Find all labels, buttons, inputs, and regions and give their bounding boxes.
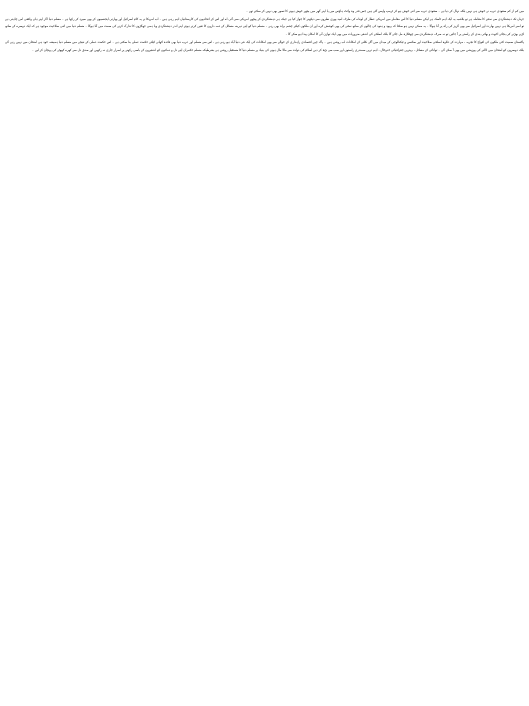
article-paragraph-1: میں کم از کم سعودی عرب نے خوش ہی نہیں بلکہ نہال کر دیا ہے ۔ سعودی عرب سے اتنے خوش ہو کر ٹرمپ واپس گئے ہیں جس قدر وہ وائٹ ہاؤس میں یا اپنے گھر میں بیٹھے خوش ہونے کا تصور بھی نہیں کر سکتے تھے ۔ <box>246 9 524 13</box>
article-paragraph-3: پاکستان سمیت کئی ملکوں کی افواج کا تجربہ ، مہارت کے علاوہ اسلحی صلاحیت اور سائنس و ٹیکنالوجی کے میدان میں آگے نکلنے کے امکانات اب روشن ہیں ۔ پاک چین اقتصادی راہداری کے حوالے سے بھی امکانات کی ایک نئی دنیا آباد ہو رہی ہے ، اس سے مسلم اور عرب دنیا بھی فائدہ اٹھانے کیلئے حکمت عملی بنا سکتی ہے ۔ اس حکمت عملی کے نتیجے میں مسلم دنیا ہمیشہ خود ہی امتحان میں نہیں رہے گی بلکہ دوسروں کو امتحان میں ڈالنے کی پوزیشن میں بھی آ سکے گی ۔ توانائی کے مسائل ، بہترین جغرافیائی خدوخال ، اہم ترین سمندری راستوں اور سب سے بڑھ کر دین اسلام کی دولت سے مالا مال ہونے کی بنیاد پر مسلم دنیا کا مستقبل روشن ہے بشرطیکہ مسلم حکمران اپنے دل و دماغوں کو اندھیروں کے باسی رکھنے پر اصرار جاری نہ رکھیں اور صدق دل سے کھرے کھوٹے کی پہچان کر لیں ۔ <box>5 39 524 52</box>
article-paragraph-2: جہاں تک دہشتگردی سے نمٹنے کا معاملہ ہے تو بلاشبہ یہ ایک اہم ٹاسک ہے لیکن مسلم دنیا کا اس معاملے میں امریکی عطار کے لونڈے کی طرف امید بھری نظروں سے دیکھنے کا جواز کیا ہے جبکہ ہر دہشتگردی کے پیچھے امریکی سی آئی اے اور اس کے اتحادیوں کی کارستانیاں اہم رہی ہیں ۔ اب امریکا نے یہ کام اسرائیل اور بھارتی ایجنسیوں کے بھی سپرد کر رکھا ہے ۔ مسلم دنیا اگر اپنے ہاں واقعی امن چاہتی ہے تو اسے امریکا ہی نہیں بھارت اور اسرائیل سے بھی گریز کی راہ پر آنا ہوگا ۔ یہ ممکن نہیں ہو سکتا کہ یہود و ہنود کی چالوں کے ساتھ نمٹنے کی بھی کوشش کرے اور ان ملکوں کیلئے چشم براہ بھی رہے ۔ مسلم دنیا کو اپنے دیرینہ مسائل کے ذمہ داروں کا تعین کرتے ہوئے اپنے اندر دہشتگردی وبا ہمی جھگڑوں کا تدارک کرنے کی سمت میں آنا ہوگا ۔ مسلم دنیا میں اتنی صلاحیت موجود ہے کہ ایک دوسرے کے ساتھ لڑنے بھڑنے کی بجائے اخوت و بھائی بندی کے راستے پر آ جائیں تو نہ صرف دہشتگردی سے چھٹکارہ مل جائے گا بلکہ اسلحے کی اندھی ضروریات میں بھی ایک توازن آنے کا امکان پیدا ہو سکے گا ۔ <box>5 16 524 37</box>
